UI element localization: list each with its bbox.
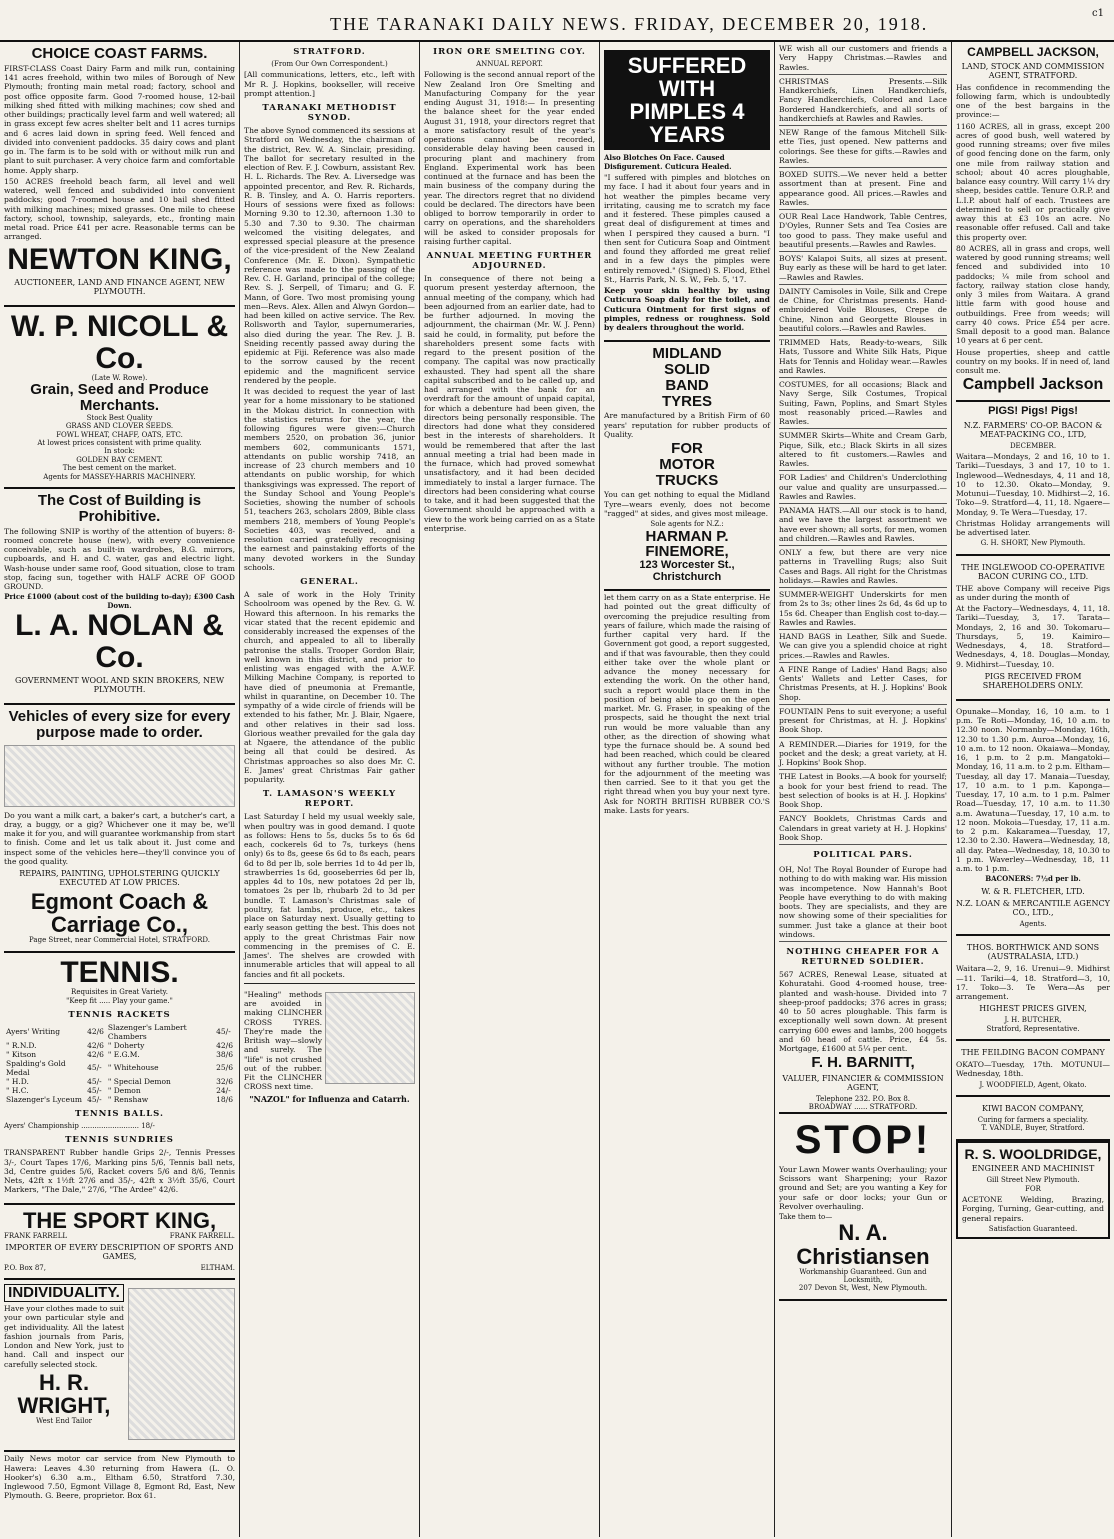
nolan-heading: The Cost of Building is Prohibitive. bbox=[37, 492, 202, 525]
butcher-sub: Stratford, Representative. bbox=[986, 1024, 1080, 1033]
tyre-word: BAND bbox=[665, 376, 709, 394]
take-them: Take them to— bbox=[779, 1213, 833, 1222]
fletcher-name: W. & R. FLETCHER, LTD. bbox=[981, 886, 1085, 896]
schedule-2: At the Factory—Wednesdays, 4, 11, 18. Tariki—Tuesday, 3, 17. Tarata—Mondays, 2, 16 and 30. Tokomaru—Thursdays, 5, 19. Kaimiro—Wednesdays, 4, 18. Stratford—Wednesdays, 4, 18. Douglas—Monday, 9. Midhirst—Tuesday, 10. bbox=[956, 604, 1110, 669]
balls-line: Ayers' Championship .......................... 18/- bbox=[4, 1121, 155, 1130]
nz-farmers-name: N.Z. FARMERS' CO-OP. BACON & MEAT-PACKING CO., LTD, bbox=[963, 420, 1103, 439]
racket-cell: " H.C. bbox=[6, 1085, 29, 1095]
inglewood-name: THE INGLEWOOD CO-OPERATIVE BACON CURING CO., LTD. bbox=[961, 562, 1105, 581]
wright-text-block bbox=[4, 1284, 124, 1444]
fashion-illustration bbox=[128, 1288, 235, 1440]
racket-cell: " Renshaw bbox=[107, 1094, 149, 1104]
racket-cell: " Demon bbox=[107, 1085, 141, 1095]
tyre-word: MIDLAND bbox=[652, 345, 722, 363]
iron-heading: IRON ORE SMELTING COY. bbox=[433, 47, 586, 57]
ad-wooldridge bbox=[956, 1141, 1110, 1240]
nolan-sub: GOVERNMENT WOOL AND SKIN BROKERS, NEW PLYMOUTH. bbox=[14, 676, 225, 695]
midland-words bbox=[604, 346, 770, 409]
ad-cuticura bbox=[604, 42, 770, 342]
classified-ad: FANCY Booklets, Christmas Cards and Calendars in great variety at H. J. Hopkins' Book Shop. bbox=[779, 812, 947, 845]
harman-name: HARMAN P. FINEMORE, bbox=[645, 527, 729, 561]
racket-cell: " E.G.M. bbox=[107, 1049, 140, 1059]
racket-cell: 24/- bbox=[216, 1085, 231, 1095]
synod-text: The above Synod commenced its sessions at Stratford on Wednesday, the chairman of the district, Rev. W. A. Sinclair, presiding. The ballot for secretary resulted in the election of Rev. F. J. Cowburn, assistant Rev. H. L. Richards. The Rev. A. Liversedge was appointed precentor, and Rev. R. Richards, R. B. Tinsley, and A. O. Harris reporters. Hours of sessions were fixed as follows: Morning 9.30 to 12.30, afternoon 1.30 to 5.30 and 7.30 to 9.30. The chairman welcomed the visiting delegates, and expressed special pleasure at the presence of the vice-president of the New Zealand Conference (Mr. E. Dixon). Sympathetic reference was made to the passing of the Rev. C. H. Garland, principal of the college; Rev. S. J. Serpell, of Timaru; and G. F. Mann, of Gore. Two most promising young men—Revs. Alex. Allen and Alwyn Gordon—had been killed on active service. The Rev. Rollsworth and Taylor, supernumeraries, also died during the year. The Rev. J. B. Sneiding recently passed away during the epidemic at Fiji. Reference was also made to the sorrow caused by the recent epidemic and the magnificent service rendered by the people. bbox=[244, 126, 415, 385]
farm-80: 80 ACRES, all in grass and crops, well watered by good running streams; well fenced and subdivided into 10 paddocks; ¼ mile from school and factory, railway station close handy, only 3 miles from Waitara. A grand little farm with good house and outbuildings. Free from weeds; will carry 40 cows. Price £54 per acre. Small deposit to a good man. Balance 10 years at 6 per cent. bbox=[956, 243, 1110, 346]
political-text: OH, No! The Royal Bounder of Europe had nothing to do with making war. His mission was incompetence. Now Hannah's Boot People have everything to do with making boots. They are specialists, and they are now showing some of their specialities for summer. Just take a glance at their boot windows. bbox=[779, 863, 947, 942]
ad-inglewood bbox=[956, 556, 1110, 701]
ad-midland-tyres bbox=[604, 342, 770, 591]
schedule-3: Opunake—Monday, 16, 10 a.m. to 1 p.m. Te Roti—Monday, 16, 10 a.m. to 12.30 noon. Normanby—Monday, 16th, 12.30 to 1.30 p.m. Auroa—Monday, 16, 10 a.m. to 12 noon. Okaiawa—Monday, 16, 1 p.m. to 2 p.m. Mangatoki—Monday, 16, 11 a.m. to 2 p.m. Eltham—Tuesday, all day 17. Manaia—Tuesday, 17, 10 a.m. to 1 p.m. Kaponga—Tuesday, 17, 10 a.m. to 1 p.m. Palmer Road—Tuesday, 17, 10 a.m. to 11.30 a.m. Awatuna—Tuesday, 17, 10 a.m. to 12 noon. Mokoia—Tuesday, 17, 11 a.m. to 2 p.m. Kakaramea—Tuesday, 17, 12.30 to 2.30. Hawera—Wednesday, 18, all day. Patea—Wednesday, 18, 10.30 to 1 p.m. Waverley—Wednesday, 18, 11 a.m. to 1 p.m. bbox=[956, 706, 1110, 874]
tyre-word: MOTOR bbox=[659, 455, 715, 473]
column-5 bbox=[775, 42, 952, 1537]
baconers: BACONERS: 7½d per lb. bbox=[985, 874, 1081, 884]
tennis-heading: TENNIS. bbox=[60, 955, 179, 989]
nicoll-sub: Grain, Seed and Produce Merchants. bbox=[30, 381, 209, 415]
column-4 bbox=[600, 42, 775, 1537]
schedule-4: Waitara—2, 9, 16. Urenui—9. Midhirst—11. Tariki—4, 18. Stratford—3, 10, 17. Toko—3. Te Wera—As per arrangement. bbox=[956, 964, 1110, 1001]
borthwick-name: THOS. BORTHWICK AND SONS (AUSTRALASIA, LTD.) bbox=[966, 943, 1100, 962]
communications-note: [All communications, letters, etc., left with Mr R. J. Hopkins, bookseller, will receive prompt attention.] bbox=[244, 70, 415, 98]
wright-name: H. R. WRIGHT, bbox=[17, 1369, 111, 1419]
holiday-note: Christmas Holiday arrangements will be advertised later. bbox=[956, 518, 1110, 538]
ad-choice-coast-farms bbox=[4, 42, 235, 307]
motor-text: You can get nothing to equal the Midland Tyre—wears evenly, does not become "ragged" at sides, and gives most mileage. bbox=[604, 490, 770, 518]
tennis-keep: "Keep fit ..... Play your game." bbox=[66, 996, 173, 1005]
classified-ad: TRIMMED Hats, Ready-to-wears, Silk Hats, Tussore and White Silk Hats, Pique Hats for Tennis and Holiday wear.—Rawles and Rawles. bbox=[779, 336, 947, 378]
cuticura-text: "I suffered with pimples and blotches on my face. I had it about four years and in hot weather the pimples became very irritating, causing me to scratch my face and it festered. These pimples caused a great deal of disfigurement at times and when I perspired they caused a burn. "I then sent for Cuticura Soap and Ointment and found they afforded me great relief and in a few days the pimples were entirely removed." (Signed) S. Flood, Ethel St., Harris Park, N. S. W., Feb. 5, '17. bbox=[604, 173, 770, 284]
sportking-name: THE SPORT KING, bbox=[22, 1207, 217, 1233]
ad-text: FIRST-CLASS Coast Dairy Farm and milk run, containing 141 acres freehold, within two miles of Borough of New Plymouth; fronting main metal road; factory, school and post office opposite farm. Good 7-roomed house, 12-bail milking shed fitted with milking machines; cow shed and other buildings; practically level farm and well watered; all in grass except few acres shelter belt and 11 acres turnips and 6 acres laid down in spring feed. Well fenced and divided into convenient paddocks. 35 dairy cows and plant go in. The farm is to be sold with or without milk run and plant to suit purchaser. A very choice farm and comfortable home. Apply sharp. bbox=[4, 63, 235, 175]
wooldridge-text: ACETONE Welding, Brazing, Forging, Turning, Gear-cutting, and general repairs. bbox=[962, 1195, 1104, 1223]
racket-cell: 25/6 bbox=[216, 1063, 233, 1073]
ad-egmont-coach bbox=[4, 705, 235, 953]
racket-cell: 45/- bbox=[87, 1085, 102, 1095]
christiansen-name: N. A. Christiansen bbox=[796, 1220, 930, 1269]
classified-ads bbox=[779, 42, 947, 845]
classified-ad: SUMMER Skirts—White and Cream Garb, Pique, Silk, etc.; Black Skirts in all sizes altered to fit customers.—Rawles and Rawles. bbox=[779, 429, 947, 471]
nicoll-line: The best cement on the market. bbox=[62, 464, 177, 473]
nicoll-line: At lowest prices consistent with prime quality. bbox=[37, 439, 202, 448]
house-text: House properties, sheep and cattle country on my books. If in need of, land consult me. bbox=[956, 347, 1110, 376]
wooldridge-name: R. S. WOOLDRIDGE, bbox=[964, 1145, 1102, 1162]
wright-sub: West End Tailor bbox=[35, 1417, 93, 1426]
okato-agent: J. WOODFIELD, Agent, Okato. bbox=[979, 1080, 1087, 1089]
ad-kiwi bbox=[956, 1097, 1110, 1141]
column-6 bbox=[952, 42, 1114, 1537]
barnitt-addr: BROADWAY ...... STRATFORD. bbox=[808, 1103, 918, 1112]
racket-cell: 42/6 bbox=[87, 1040, 104, 1050]
campbell-name: CAMPBELL JACKSON, bbox=[967, 45, 1099, 59]
prices-note: PIGS RECEIVED FROM SHAREHOLDERS ONLY. bbox=[982, 671, 1084, 690]
column-3 bbox=[420, 42, 600, 1537]
racket-row bbox=[4, 1041, 235, 1050]
further-heading: ANNUAL MEETING FURTHER ADJOURNED. bbox=[426, 251, 593, 272]
classified-ad: COSTUMES, for all occasions; Black and Navy Serge, Silk Costumes, Tropical Suiting, Fawn, Poplins, and Smart Styles most reasonably priced.—Rawles and Rawles. bbox=[779, 378, 947, 429]
column-2 bbox=[240, 42, 420, 1537]
stratford-heading: STRATFORD. bbox=[293, 47, 366, 57]
schedule-1: Waitara—Mondays, 2 and 16, 10 to 1. Tariki—Tuesdays, 3 and 17, 10 to 1. Inglewood—Wednesdays, 4, 11 and 18, 10 to 12.30. Okato—Monday, 9. Motunui—Tuesday, 10. Midhirst—2, 16. Toko—9. Stratford—4, 11, 18. Ngaere—Monday, 9. Te Wera—Tuesday, 17. bbox=[956, 452, 1110, 517]
racket-cell: Slazenger's Lambert Chambers bbox=[107, 1022, 187, 1041]
classified-ad: CHRISTMAS Presents.—Silk Handkerchiefs, Linen Handkerchiefs, Fancy Handkerchiefs, Colored and Lace Bordered Handkerchiefs, and all sorts of handkerchiefs at Rawles and Rawles. bbox=[779, 75, 947, 126]
sportking-right: FRANK FARRELL. bbox=[169, 1231, 235, 1240]
racket-cell: " Whitehouse bbox=[107, 1063, 159, 1073]
nothing-heading: NOTHING CHEAPER FOR A RETURNED SOLDIER. bbox=[786, 947, 940, 967]
pigs-heading: PIGS! Pigs! Pigs! bbox=[988, 405, 1078, 418]
classified-ad: WE wish all our customers and friends a Very Happy Christmas.—Rawles and Rawles. bbox=[779, 42, 947, 75]
highest-prices: HIGHEST PRICES GIVEN, bbox=[979, 1004, 1087, 1014]
kiwi-name: KIWI BACON COMPANY, bbox=[981, 1103, 1085, 1113]
racket-row bbox=[4, 1050, 235, 1059]
racket-row bbox=[4, 1077, 235, 1086]
racket-cell: Slazenger's Lyceum bbox=[6, 1094, 83, 1104]
meeting-continued: let them carry on as a State enterprise. He had pointed out the great difficulty of overcoming the prejudice resulting from years of failure, which made the raising of further capital very hard. If the Government got good, a report suggested, and if that was favourable, then they could either take over the whole plant or advance the money necessary for extending the work. On the other hand, such a report would place them in the position of being able to go on the open market. Mr. G. Fraser, in speaking of the prospects, said he thought the next trial run would be more valuable than any other, as the direction of showing what type the furnace should be. A sound bed had been reached, which could be cleared without any further trouble. The motion for the adjournment of the meeting was then carried. See to it that you get the right thread when you buy your next tyre. Ask for NORTH BRITISH RUBBER CO.'S make. Lasts for years. bbox=[604, 593, 770, 815]
racket-cell: 32/6 bbox=[216, 1076, 233, 1086]
classified-ad: FOUNTAIN Pens to suit everyone; a useful present for Christmas, at H. J. Hopkins' Book Shop. bbox=[779, 705, 947, 738]
inglewood-text: THE above Company will receive Pigs as under during the month of bbox=[956, 583, 1110, 602]
wright-heading: INDIVIDUALITY. bbox=[4, 1284, 124, 1302]
barnitt-tel: Telephone 232. P.O. Box 8. bbox=[815, 1095, 911, 1103]
rackets-table bbox=[4, 1023, 235, 1104]
nicoll-late: (Late W. Rowe). bbox=[91, 374, 148, 382]
sportking-town: ELTHAM. bbox=[200, 1264, 235, 1273]
ad-text: 150 ACRES freehold beach farm, all level and well watered, well fenced and subdivided into convenient paddocks; good 7-roomed house and 10 bail shed fitted with milking machines; mixed grasses. One mile to cheese factory, school, township, saleyards, etc., fronting main metal road. Price £41 per acre. Reasonable terms can be arranged. bbox=[4, 176, 235, 242]
ad-nolan bbox=[4, 489, 235, 705]
racket-row bbox=[4, 1095, 235, 1104]
agents-label: Agents. bbox=[1019, 919, 1047, 928]
ad-christiansen bbox=[779, 1112, 947, 1301]
barnitt-name: F. H. BARNITT, bbox=[811, 1054, 915, 1072]
nolan-text: The following SNIP is worthy of the attention of buyers: 8-roomed concrete house (new), with every convenience conceivable, such as built-in wardrobes, B.G. mirrors, cupboards, and H. and C. water, gas and electric light. Wash-house under same roof, Good situation, close to tram stop, facing sun, together with HALF ACRE OF GOOD GROUND. bbox=[4, 526, 235, 592]
sportking-sub: IMPORTER OF EVERY DESCRIPTION OF SPORTS AND GAMES, bbox=[5, 1243, 234, 1262]
stop-text: Your Lawn Mower wants Overhauling; your Scissors want Sharpening; your Razor ground and Set; are you wanting a Key for your safe or door locks; your Gun or Revolver overhauling. bbox=[779, 1164, 947, 1211]
general-heading: GENERAL. bbox=[300, 577, 359, 588]
nolan-name: L. A. NOLAN & Co. bbox=[15, 609, 224, 674]
classified-ad: A REMINDER.—Diaries for 1919, for the pocket and the desk; a great variety, at H. J. Hopkins' Book Shop. bbox=[779, 738, 947, 771]
racket-cell: 45/- bbox=[216, 1027, 231, 1037]
classified-ad: BOXED SUITS.—We never held a better assortment than at present. Fine and appearance good. All prices.—Rawles and Rawles. bbox=[779, 168, 947, 210]
newton-king-name: NEWTON KING, bbox=[7, 242, 232, 276]
egmont-text: Do you want a milk cart, a baker's cart, a butcher's cart, a dray, a buggy, or a gig? Whichever one it may be, we'll make it for you, and will guarantee workmanship from start to finish. Come and let us talk about it. Just come and inspect some of the vehicles here—they'll convince you of the good quality. bbox=[4, 810, 236, 866]
racket-row bbox=[4, 1086, 235, 1095]
barnitt-sub: VALUER, FINANCIER & COMMISSION AGENT, bbox=[782, 1074, 944, 1092]
egmont-addr: Page Street, near Commercial Hotel, STRATFORD. bbox=[29, 936, 210, 945]
racket-cell: " R.N.D. bbox=[6, 1040, 37, 1050]
egmont-repairs: REPAIRS, PAINTING, UPHOLSTERING QUICKLY EXECUTED AT LOW PRICES. bbox=[19, 869, 220, 888]
petrie-block bbox=[244, 988, 415, 1094]
sundries-heading: TENNIS SUNDRIES bbox=[65, 1135, 174, 1146]
ad-fletcher bbox=[956, 701, 1110, 936]
classified-ad: ONLY a few, but there are very nice patterns in Travelling Rugs; also Suit Cases and Bags. All right for the Christmas holidays.—Rawles and Rawles. bbox=[779, 546, 947, 588]
racket-row bbox=[4, 1059, 235, 1077]
racket-cell: Ayers' Writing bbox=[6, 1027, 61, 1037]
wooldridge-foot: Satisfaction Guaranteed. bbox=[988, 1224, 1078, 1233]
nzloan-name: N.Z. LOAN & MERCANTILE AGENCY CO., LTD., bbox=[956, 898, 1110, 917]
egmont-name: Egmont Coach & Carriage Co., bbox=[30, 889, 209, 938]
balls-heading: TENNIS BALLS. bbox=[75, 1108, 164, 1119]
campbell-logo: Campbell Jackson bbox=[962, 376, 1104, 394]
tyre-notice: "Healing" methods are avoided in making CLINCHER CROSS TYRES. They're made the British way—slowly and surely. The "life" is not crushed out of the rubber. Fit the CLINCHER CROSS next time. bbox=[244, 989, 322, 1092]
masthead-title: THE TARANAKI DAILY NEWS. FRIDAY, DECEMBER 20, 1918. bbox=[330, 14, 929, 34]
ad-sport-king bbox=[4, 1205, 235, 1281]
wright-text: Have your clothes made to suit your own particular style and get individuality. All the latest fashion journals from Paris, London and New York, just to hand. Call and inspect our carefully selected stock. bbox=[4, 1304, 124, 1369]
farm-1160: 1160 ACRES, all in grass, except 200 acres of good bush, well watered by good running streams; over five miles of good fencing done on the farm, only one mile from railway station and school; about 40 acres ploughable, balance easy country. Will carry 1¼ dry sheep, besides cattle. Tenure O.R.P. and L.I.P. about half of each. Trustees are determined to sell or practically give away this at £3 10s an acre. No reasonable offer refused. Call and take this property over. bbox=[956, 121, 1110, 242]
nolan-price: Price £1000 (about cost of the building to-day); £300 Cash Down. bbox=[4, 592, 235, 610]
racket-cell: " H.D. bbox=[6, 1076, 29, 1086]
racket-cell: " Special Demon bbox=[107, 1076, 171, 1086]
ad-tennis bbox=[4, 953, 235, 1205]
feilding-name: THE FEILDING BACON COMPANY bbox=[961, 1048, 1105, 1058]
nicoll-line: GRASS AND CLOVER SEEDS. bbox=[65, 422, 174, 431]
racket-cell: 45/- bbox=[87, 1094, 102, 1104]
general-text: A sale of work in the Holy Trinity Schoolroom was opened by the Rev. G. W. Howard this afternoon. In his remarks the vicar stated that the recent epidemic and considerably increased the expenses of the church, and appealed to all to liberally patronise the stalls. Trooper Gordon Blair, well known in this district, and prior to enlisting was engaged with the A.W.F. Milking Machine Company, is reported to have died of pneumonia at Fremantle, whilst in quarantine, on December 10. The sympathy of a wide circle of friends will be extended to his father, Mr. J. Blair, Ngaere, and other relatives in their sad loss. Glorious weather prevailed for the gala day at Ngaere, the attendance of the public being all that could be desired. As Christmas approaches so also does Mr. C. E. James' great Christmas Fair gather popularity. bbox=[244, 590, 415, 785]
cuticura-heading: SUFFERED WITH PIMPLES 4 YEARS bbox=[604, 50, 770, 150]
tyre-word: TRUCKS bbox=[655, 471, 719, 489]
december-label: DECEMBER. bbox=[1009, 441, 1057, 450]
sportking-box: P.O. Box 87, bbox=[4, 1264, 46, 1273]
racket-row bbox=[4, 1023, 235, 1041]
masthead bbox=[0, 0, 1114, 42]
racket-cell: " Doherty bbox=[107, 1040, 145, 1050]
classified-ad: OUR Real Lace Handwork, Table Centres, D'Oyles, Runner Sets and Tea Cosies are too good to pass. They make useful and beautiful presents.—Rawles and Rawles. bbox=[779, 210, 947, 252]
racket-cell: 38/6 bbox=[216, 1049, 233, 1059]
ad-heading: CHOICE COAST FARMS. bbox=[31, 45, 208, 62]
wooldridge-for: FOR bbox=[1025, 1184, 1041, 1193]
schedule-5: OKATO—Tuesday, 17th. MOTUNUI—Wednesday, 18th. bbox=[956, 1060, 1110, 1079]
short-name: G. H. SHORT, New Plymouth. bbox=[980, 539, 1086, 548]
ad-feilding bbox=[956, 1041, 1110, 1097]
classified-ad: PANAMA HATS.—All our stock is to hand, and we have the largest assortment we have ever shown; all sorts, for men, women and children.—Rawles and Rawles. bbox=[779, 504, 947, 546]
ad-nz-farmers bbox=[956, 402, 1110, 556]
midland-text: Are manufactured by a British Firm of 60 years' reputation for rubber products of Quality. bbox=[604, 411, 770, 439]
classified-ad: A FINE Range of Ladies' Hand Bags; also Gents' Wallets and Letter Cases, for Christmas Presents, at H. J. Hopkins' Book Shop. bbox=[779, 663, 947, 705]
stop-heading: STOP! bbox=[794, 1117, 932, 1162]
meeting-text: In consequence of there not being a quorum present yesterday afternoon, the annual meeting of the company, which had been adjourned from an earlier date, had to be further adjourned. In moving the adjournment, the chairman (Mr. W. J. Penn) said he could, in formality, put before the shareholders present some facts with regard to the present position of the company. The capital was now practically exhausted. They had spent all the share capital subscribed and to be called up, and had arranged with the bank for an overdraft for the amount of unpaid capital, for which a debenture had been given, the directors being personally responsible. The directors had done what they considered best in the interests of shareholders. It would be remembered that after the last annual meeting a trial had been made in the furnace, which had proved somewhat unsatisfactory, and it had been decided immediately to instal a larger furnace. The directors had been considering what course to take, and it had been suggested that the Government should be approached with a view to the work being carried on as a State enterprise. bbox=[424, 274, 595, 533]
christiansen-addr: 207 Devon St, West, New Plymouth. bbox=[798, 1284, 928, 1293]
racket-cell: 18/6 bbox=[216, 1094, 233, 1104]
page-number: c1 bbox=[1092, 8, 1104, 19]
ad-wright bbox=[4, 1280, 235, 1452]
racket-cell: 42/6 bbox=[87, 1049, 104, 1059]
ad-borthwick bbox=[956, 936, 1110, 1041]
tyre-word: FOR bbox=[671, 440, 703, 458]
nicoll-line: FOWL WHEAT, CHAFF, OATS, ETC. bbox=[56, 430, 183, 439]
synod-heading: TARANAKI METHODIST SYNOD. bbox=[262, 103, 397, 124]
campbell-sub: LAND, STOCK AND COMMISSION AGENT, STRATFORD. bbox=[961, 61, 1105, 80]
tennis-sub: Requisites in Great Variety. bbox=[71, 988, 168, 997]
cart-illustration bbox=[4, 745, 235, 807]
from-correspondent: (From Our Own Correspondent.) bbox=[271, 60, 388, 68]
tyre-word: TYRES bbox=[661, 392, 712, 410]
racket-cell: 45/- bbox=[87, 1063, 102, 1073]
ad-nicoll bbox=[4, 307, 235, 489]
nicoll-line: Agents for MASSEY-HARRIS MACHINERY. bbox=[43, 472, 196, 481]
newton-king-sub: AUCTIONEER, LAND AND FINANCE AGENT, NEW PLYMOUTH. bbox=[14, 278, 225, 296]
classified-ad: SUMMER-WEIGHT Underskirts for men from 2s to 3s; other lines 2s 6d, 4s 6d up to 15s 6d. Cheaper than English cost to-day.—Rawles and Rawles. bbox=[779, 588, 947, 630]
classified-ad: FOR Ladies' and Children's Underclothing our value and quality are unsurpassed.—Rawles and Rawles. bbox=[779, 471, 947, 504]
nazol-line: "NAZOL" for Influenza and Catarrh. bbox=[249, 1093, 410, 1104]
classified-ad: THE Latest in Books.—A book for yourself; a book for your best friend to read. The best selection of books is at H. J. Hopkins' Book Shop. bbox=[779, 770, 947, 812]
sportking-names bbox=[4, 1232, 235, 1240]
campbell-text: Has confidence in recommending the following farm, which is undoubtedly one of the best bargains in the province:— bbox=[956, 82, 1110, 120]
cuticura-foot: Keep your skin healthy by using Cuticura Soap daily for the toilet, and Cuticura Ointment for first signs of pimples, redness or roughness. Sold by dealers throughout the world. bbox=[604, 286, 770, 333]
butcher-name: J. H. BUTCHER, bbox=[1004, 1016, 1062, 1025]
lamason-text: Last Saturday I held my usual weekly sale, when poultry was in good demand. I quote as follows: Hens to 5s, ducks 5s to 6s 6d each, cockerels 6d to 7s, turkeys (hens only) 6s to 8s, geese 6s 6d to 8s each, pears 6d to 8d per lb, sole berries 1d to 4d per lb, strawberries 1s 6d, gooseberries 6d per lb, apples 4d to 10s, new potatoes 2d per lb, tomatoes 2s per lb, rhubarb 2d to 3d per bundle. T. Lamason's Christmas sale of poultry, fat lambs, produce, etc., takes place on Saturday next. Usually getting to early season getting the best. This does not apply to the great Christmas Fair now commencing in the premises of C. E. James'. The shelves are crowded with innumerable articles that will appeal to all fancies and fit all pockets. bbox=[244, 812, 415, 979]
vandle-name: T. VANDLE, Buyer, Stratford. bbox=[981, 1124, 1085, 1133]
christiansen-sub: Workmanship Guaranteed. Gun and Locksmith, bbox=[799, 1267, 927, 1284]
nothing-text: 567 ACRES, Renewal Lease, situated at Kohuratahi. Good 4-roomed house, tree-planted and wash-house. Divided into 7 sheep-proof paddocks; 376 acres in grass; 40 to 50 acres ploughable. This farm is exceptionally well sown down. At present carrying 600 ewes and lambs, 200 hoggets and 60 head of cattle. Price, £4 5s. Mortgage, £1600 at 5¼ per cent. bbox=[779, 970, 947, 1053]
racket-cell: 42/6 bbox=[216, 1040, 233, 1050]
racket-cell: Spalding's Gold Medal bbox=[6, 1058, 66, 1077]
egmont-heading: Vehicles of every size for every purpose made to order. bbox=[8, 708, 231, 741]
ad-campbell-jackson bbox=[956, 42, 1110, 402]
watch-illustration bbox=[325, 992, 415, 1084]
annual-heading: ANNUAL REPORT. bbox=[476, 60, 543, 68]
nicoll-line: Stock Best Quality bbox=[86, 413, 153, 422]
political-heading: POLITICAL PARS. bbox=[813, 850, 913, 860]
motor-service: Daily News motor car service from New Plymouth to Hawera: Leaves 4.30 returning from Hawera (L. O. Hooker's) 6.30 a.m., Eltham 6.50, Stratford 7.30, Inglewood 7.50, Egmont Village 8, Egmont Rd, East, New Plymouth. G. Beere, proprietor. Box 61. bbox=[4, 1454, 235, 1501]
sole-agents: Sole agents for N.Z.: bbox=[650, 520, 724, 529]
rackets-heading: TENNIS RACKETS bbox=[68, 1009, 171, 1020]
wooldridge-sub: ENGINEER AND MACHINIST bbox=[971, 1164, 1095, 1174]
for-words bbox=[604, 441, 770, 488]
sundries-text: TRANSPARENT Rubber handle Grips 2/-, Tennis Presses 3/-, Court Tapes 17/6, Marking pins 5/6, Tennis ball nets, 3d, Centre guides 5/6, Racket covers 5/6 and 8/6, Tennis Nets, 42ft x 1½ft 27/6 and 35/-, 42ft x 3½ft 35/6, Court Markers, "The Dale," 27/6, "The Ardee" 42/6. bbox=[4, 1148, 235, 1195]
nicoll-line: In stock: bbox=[104, 447, 135, 456]
classified-ad: BOYS' Kalapoi Suits, all sizes at present. Buy early as these will be hard to get later.—Rawles and Rawles. bbox=[779, 252, 947, 285]
column-1 bbox=[0, 42, 240, 1537]
lamason-heading: T. LAMASON'S WEEKLY REPORT. bbox=[262, 789, 397, 810]
racket-cell: 45/- bbox=[87, 1076, 102, 1086]
wooldridge-addr: Gill Street New Plymouth. bbox=[986, 1176, 1080, 1185]
report-text: Following is the second annual report of the New Zealand Iron Ore Smelting and Manufacturing Company for the year ending August 31, 1918:— In presenting the balance sheet for the year ended August 31, 1918, your directors regret that a more satisfactory result of the year's operations cannot be recorded, considerable delay having been caused in procuring plant and machinery from England. Experimental work has been continued at the furnace and has been the main business of the company during the year. The directors regret that no dividend could be declared. The directors have been obliged to borrow temporarily in order to carry on operations, and the shareholders will be asked to consider proposals for raising further capital. bbox=[424, 70, 595, 246]
kiwi-sub: Curing for farmers a speciality. bbox=[977, 1115, 1089, 1124]
classified-ad: DAINTY Camisoles in Voile, Silk and Crepe de Chine, for Christmas presents. Hand-embroidered Voile Blouses, Crepe de Chine, Ninon and Georgette Blouses in beautiful colors.—Rawles and Rawles. bbox=[779, 285, 947, 336]
harman-addr: 123 Worcester St., Christchurch bbox=[639, 559, 735, 583]
racket-cell: 42/6 bbox=[87, 1027, 104, 1037]
cuticura-sub: Also Blotches On Face. Caused Disfigurement. Cuticura Healed. bbox=[604, 153, 732, 171]
nicoll-name: W. P. NICOLL & Co. bbox=[10, 310, 229, 375]
divider bbox=[244, 983, 415, 984]
classified-ad: HAND BAGS in Leather, Silk and Suede. We can give you a splendid choice at right prices.—Rawles and Rawles. bbox=[779, 630, 947, 663]
nicoll-line: GOLDEN BAY CEMENT. bbox=[76, 455, 163, 464]
racket-cell: " Kitson bbox=[6, 1049, 37, 1059]
tyre-word: SOLID bbox=[664, 361, 710, 379]
sportking-left: FRANK FARRELL bbox=[4, 1231, 68, 1240]
classified-ad: NEW Range of the famous Mitchell Silk-ette Ties, just opened. New patterns and colorings. See these for gifts.—Rawles and Rawles. bbox=[779, 126, 947, 168]
synod-text-2: It was decided to request the year of last year for a home missionary to be stationed in the Mokau district. In connection with the statistics returns for the year, the following figures were given:—Church members 2520, on probation 36, junior members 602, communicants 1571, attendants on public worship 7418, an increase of 23 church members and 10 attendants on public worship, for which thanksgivings was expressed. The report of the Sunday School and Young People's Societies, showing the number of schools 51, teachers 263, scholars 2809, Bible class members 218, members of Young People's Societies 403, was received, and a resolution carried gratefully recognising the earnest and painstaking efforts of the many devoted workers in the Sunday schools. bbox=[244, 387, 415, 572]
sportking-foot bbox=[4, 1264, 235, 1272]
